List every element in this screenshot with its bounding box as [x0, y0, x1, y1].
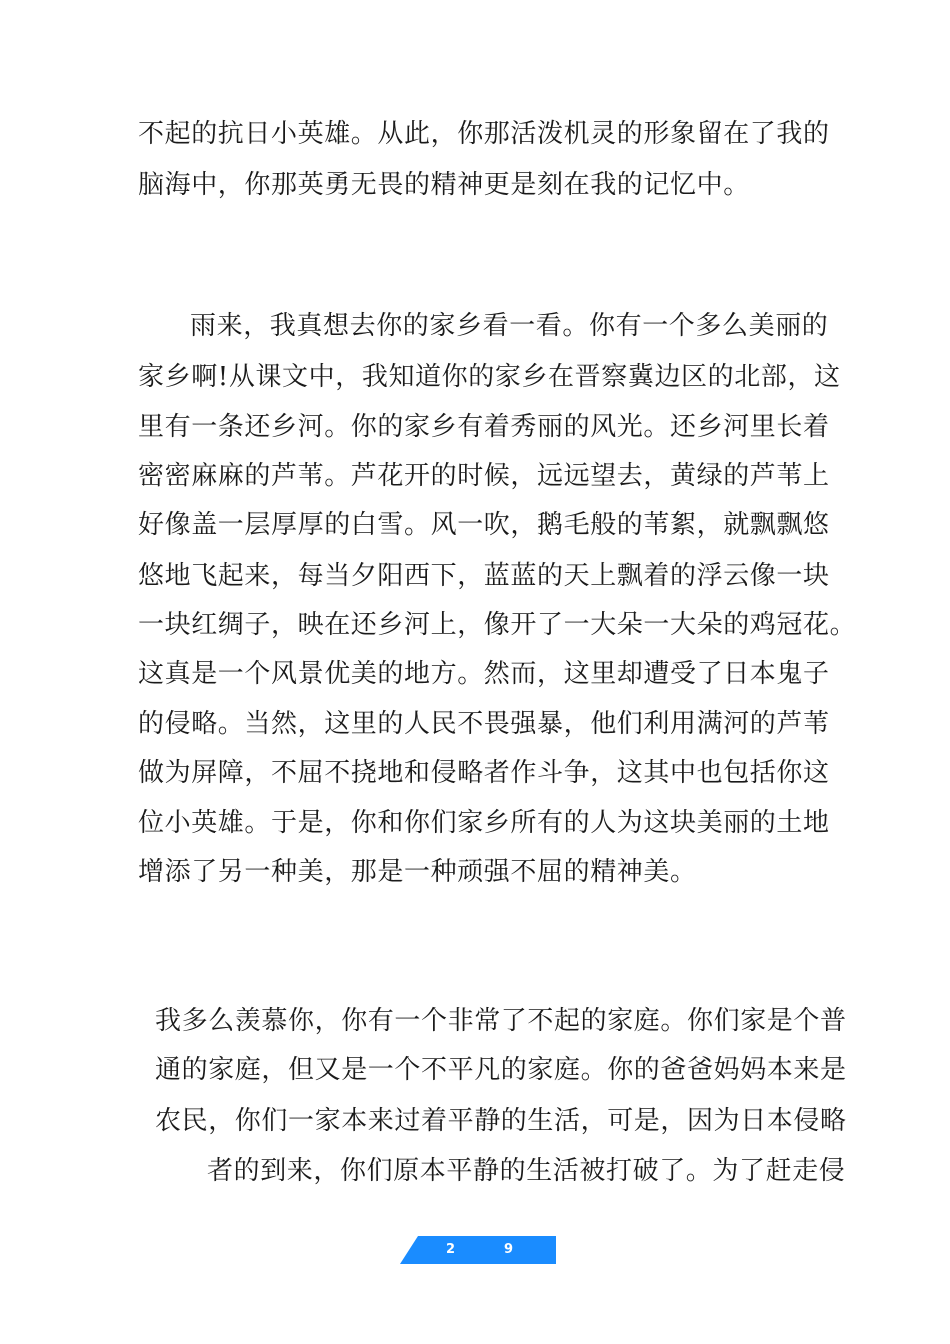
text-line: 者的到来，你们原本平静的生活被打破了。为了赶走侵 — [207, 1156, 846, 1186]
text-line: 密密麻麻的芦苇。芦花开的时候，远远望去，黄绿的芦苇上 — [138, 461, 830, 491]
text-line: 我多么羡慕你，你有一个非常了不起的家庭。你们家是个普 — [155, 1006, 847, 1036]
text-line: 通的家庭，但又是一个不平凡的家庭。你的爸爸妈妈本来是 — [155, 1055, 847, 1085]
page-number-digit: 2 — [446, 1242, 456, 1257]
text-line: 脑海中，你那英勇无畏的精神更是刻在我的记忆中。 — [138, 170, 750, 200]
text-line: 的侵略。当然，这里的人民不畏强暴，他们利用满河的芦苇 — [138, 709, 830, 739]
text-line: 一块红绸子，映在还乡河上，像开了一大朵一大朵的鸡冠花。 — [138, 610, 857, 640]
text-line: 这真是一个风景优美的地方。然而，这里却遭受了日本鬼子 — [138, 659, 830, 689]
text-line: 好像盖一层厚厚的白雪。风一吹，鹅毛般的苇絮，就飘飘悠 — [138, 510, 830, 540]
text-line: 做为屏障，不屈不挠地和侵略者作斗争，这其中也包括你这 — [138, 758, 830, 788]
text-line: 不起的抗日小英雄。从此，你那活泼机灵的形象留在了我的 — [138, 119, 830, 149]
text-line: 位小英雄。于是，你和你们家乡所有的人为这块美丽的土地 — [138, 808, 830, 838]
text-line: 增添了另一种美，那是一种顽强不屈的精神美。 — [138, 857, 697, 887]
page-number-digit: 9 — [504, 1242, 514, 1257]
page-tab-shape — [400, 1236, 556, 1264]
text-line: 里有一条还乡河。你的家乡有着秀丽的风光。还乡河里长着 — [138, 412, 830, 442]
text-line: 悠地飞起来，每当夕阳西下，蓝蓝的天上飘着的浮云像一块 — [138, 561, 830, 591]
text-line: 农民，你们一家本来过着平静的生活，可是，因为日本侵略 — [155, 1106, 847, 1136]
text-line: 雨来，我真想去你的家乡看一看。你有一个多么美丽的 — [190, 311, 829, 341]
page-number-tab — [400, 1236, 556, 1264]
text-line: 家乡啊!从课文中，我知道你的家乡在晋察冀边区的北部，这 — [138, 362, 841, 392]
